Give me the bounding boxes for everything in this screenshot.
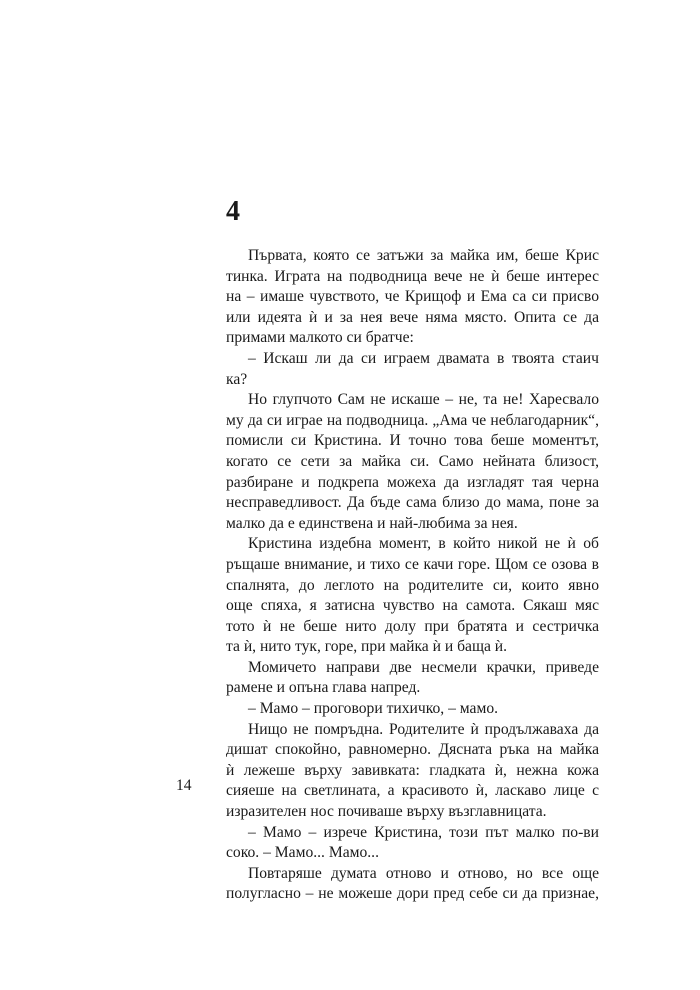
text-line: – Мамо – изрече Кристина, този път малко по-ви — [248, 823, 599, 841]
text-line: помисли си Кристина. И точно това беше моментът, — [226, 432, 599, 450]
text-line: на – имаше чувството, че Крищоф и Ема са си присво — [226, 288, 599, 306]
text-line: Но глупчото Сам не искаше – не, та не! Харесвало — [248, 391, 599, 409]
text-line: Нищо не помръдна. Родителите ѝ продължаваха да — [248, 720, 599, 738]
text-line: Момичето направи две несмели крачки, приведе — [248, 658, 599, 676]
text-line: или идеята ѝ и за нея вече няма място. Опита се да — [226, 308, 599, 326]
text-line: Повтаряше думата отново и отново, но все още — [248, 864, 599, 882]
page-number: 14 — [176, 777, 192, 794]
text-line: му да си играе на подводница. „Ама че неблагодарник“, — [226, 411, 599, 429]
text-line: когато се сети за майка си. Само нейната близост, — [226, 452, 599, 470]
text-line: Първата, която се затъжи за майка им, беше Крис — [248, 247, 599, 264]
text-line: та ѝ, нито тук, горе, при майка ѝ и баща ѝ. — [226, 638, 508, 656]
text-line: тото ѝ не беше нито долу при братята и сестричка — [226, 617, 599, 635]
text-line: спалнята, до леглото на родителите си, които явно — [226, 576, 599, 594]
text-line: примами малкото си братче: — [226, 329, 414, 347]
text-line: ръщаше внимание, и тихо се качи горе. Щом се озова в — [226, 555, 599, 573]
text-line: ка? — [226, 370, 248, 388]
chapter-body-text — [226, 246, 599, 905]
chapter-number: 4 — [226, 196, 240, 227]
text-line: несправедливост. Да бъде сама близо до мама, поне за — [226, 494, 599, 512]
text-line: рамене и опъна глава напред. — [226, 679, 421, 697]
text-line: още спяха, я затисна чувство на самота. Сякаш мяс — [226, 597, 599, 615]
text-line: малко да е единствена и най-любима за нея. — [226, 514, 518, 532]
text-line: разбиране и подкрепа можеха да изгладят тая черна — [226, 473, 599, 491]
text-line: тинка. Играта на подводница вече не ѝ беше интерес — [226, 267, 599, 285]
text-line: – Мамо – проговори тихичко, – мамо. — [248, 700, 499, 718]
text-line: полугласно – не можеше дори пред себе си да признае, — [226, 885, 599, 903]
text-line: дишат спокойно, равномерно. Дясната ръка на майка — [226, 741, 599, 759]
text-line: Кристина издебна момент, в който никой не ѝ об — [248, 535, 599, 553]
text-line: ѝ лежеше върху завивката: гладката ѝ, нежна кожа — [226, 761, 599, 779]
text-line: изразителен нос почиваше върху възглавницата. — [226, 803, 547, 821]
text-line: соко. – Мамо... Мамо... — [226, 844, 379, 862]
text-line: – Искаш ли да си играем двамата в твоята стаич — [248, 349, 599, 367]
text-line: сияеше на светлината, а красивото ѝ, ласкаво лице с — [226, 782, 599, 800]
